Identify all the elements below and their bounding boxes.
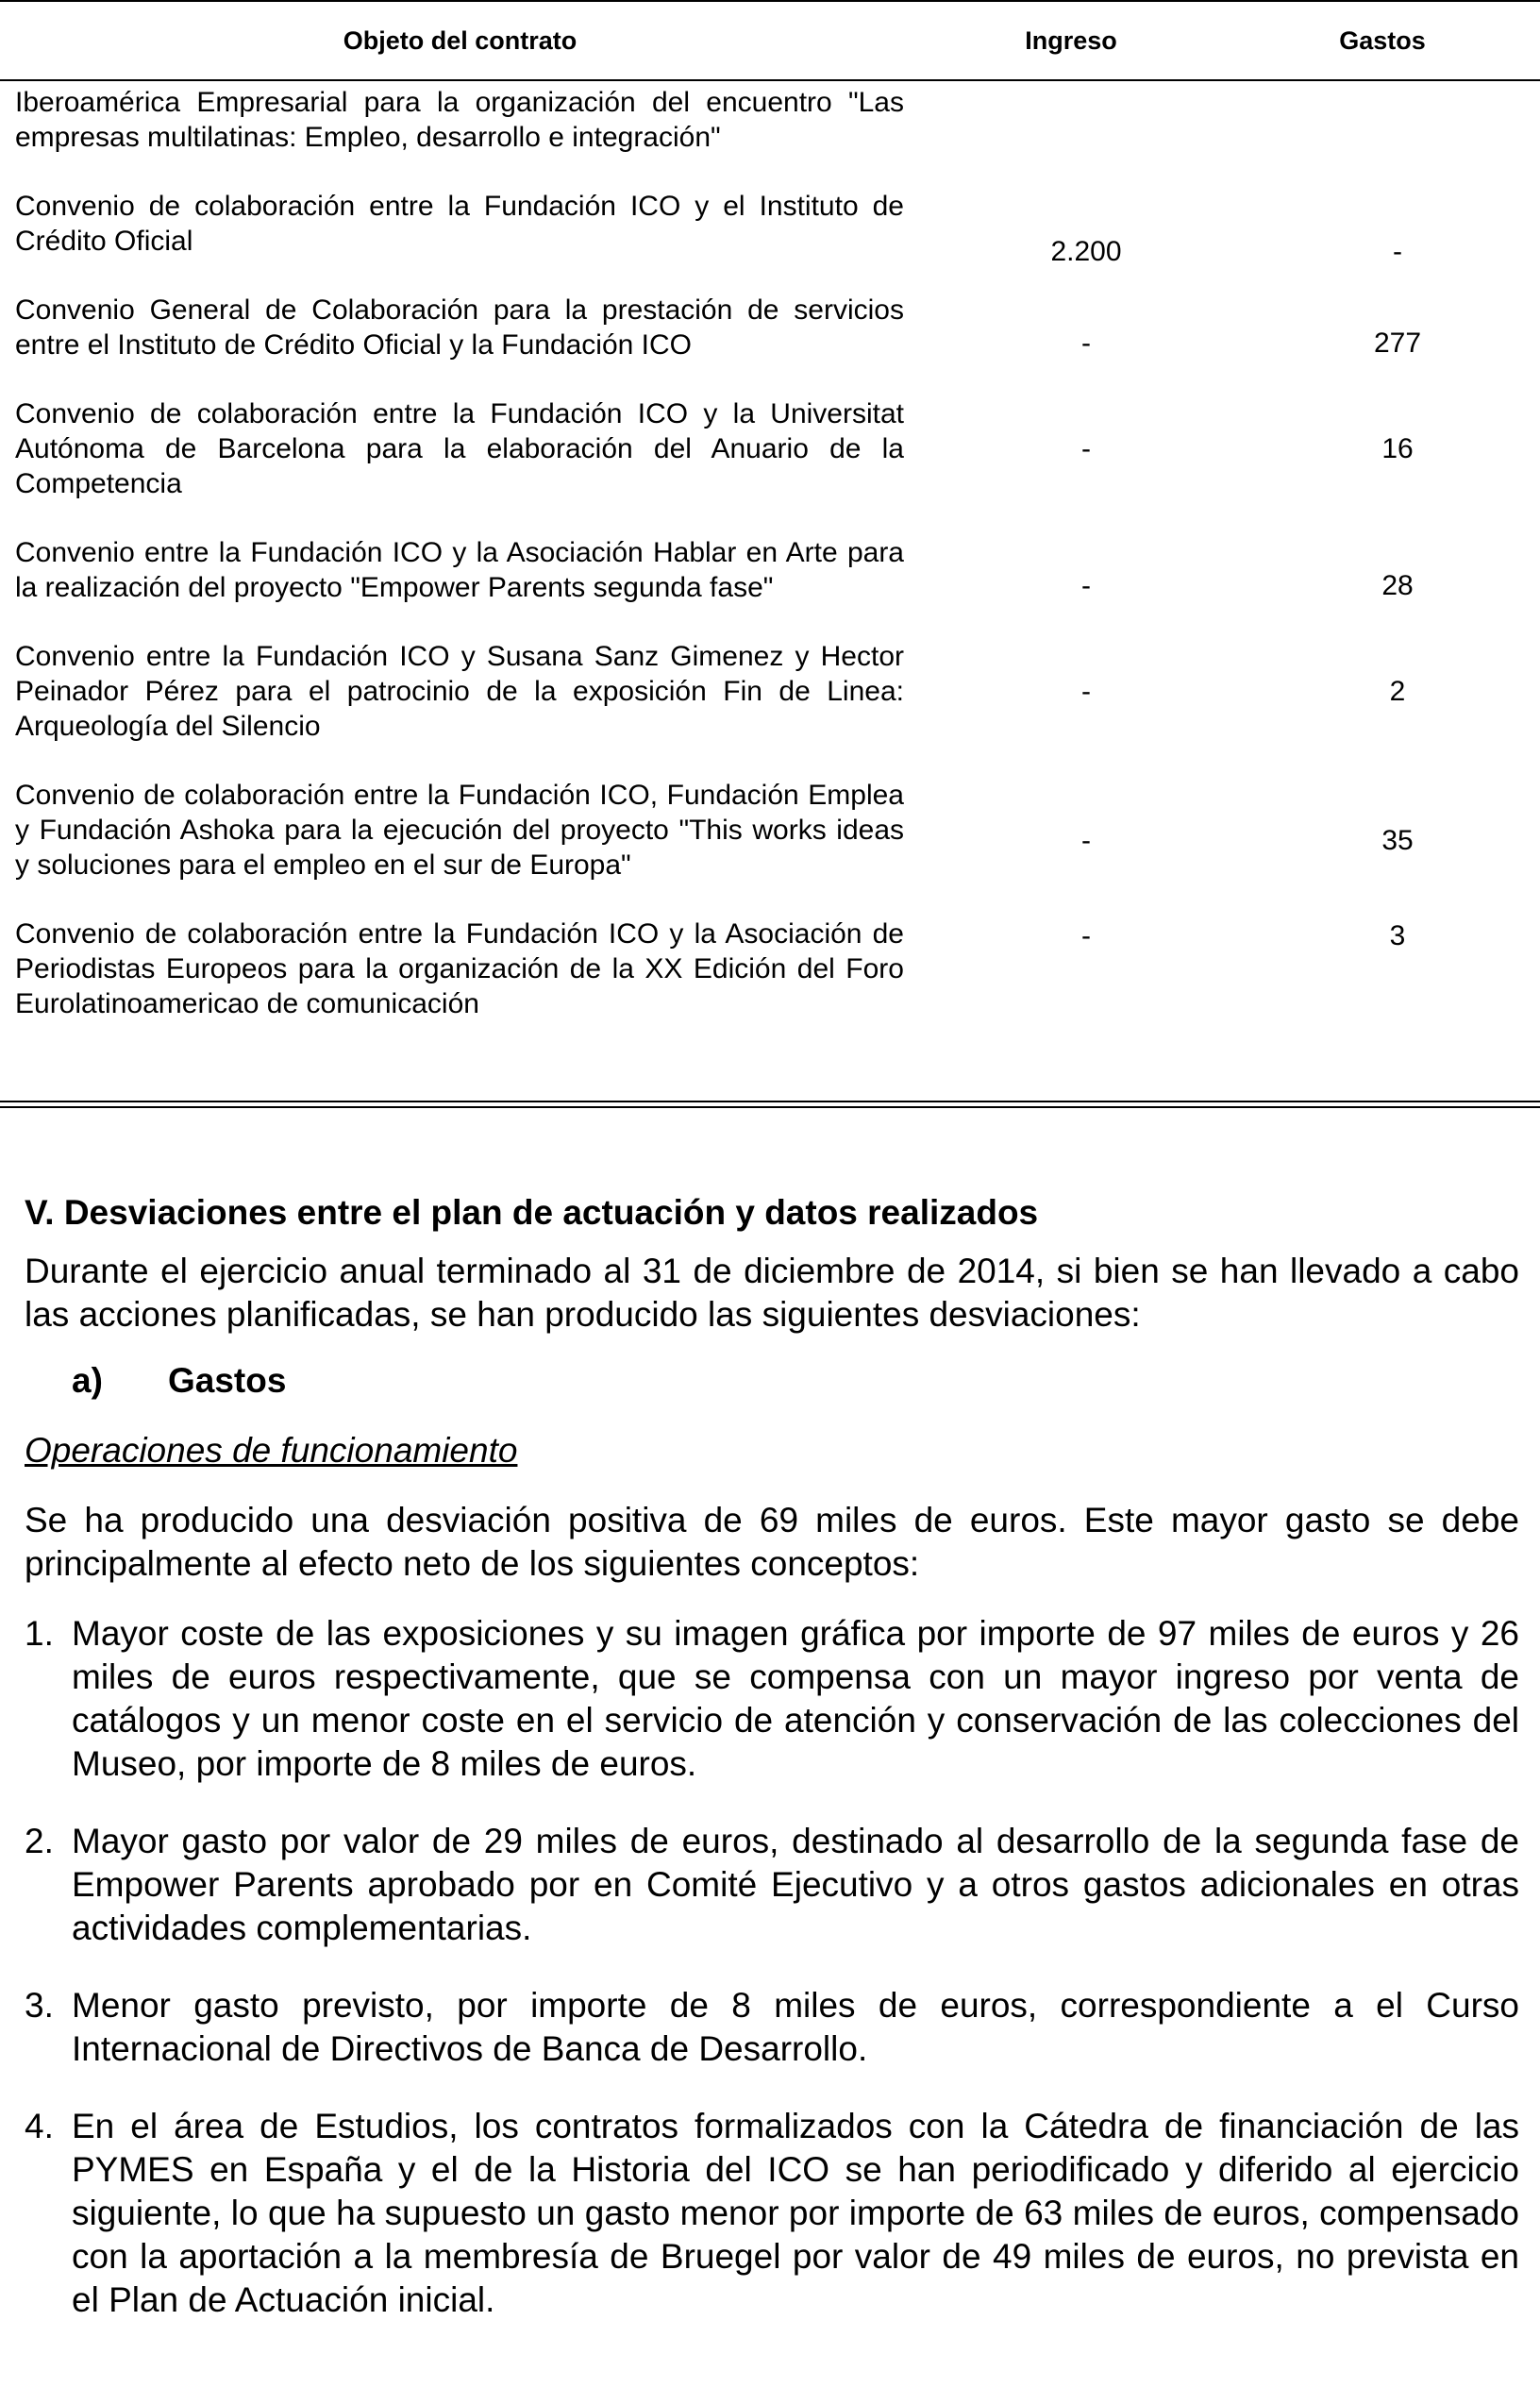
- table-row: [15, 778, 1525, 883]
- column-header-expense: Gastos: [1339, 26, 1426, 55]
- list-item: [25, 1820, 1519, 1950]
- row-description: Convenio entre la Fundación ICO y Susana Sanz Gimenez y Hector Peinador Pérez para el patrocinio de la exposición Fin de Linea: Arqueología del Silencio: [15, 641, 904, 742]
- table-row: [15, 189, 1525, 267]
- table-bottom-rule-double: [0, 1106, 1540, 1108]
- row-income: -: [1081, 825, 1091, 856]
- row-description: Iberoamérica Empresarial para la organización del encuentro "Las empresas multilatinas: Empleo, desarrollo e integración": [15, 87, 904, 153]
- section-intro: Durante el ejercicio anual terminado al 31 de diciembre de 2014, si bien se han llevado a cabo las acciones planificadas, se han producido las siguientes desviaciones:: [25, 1252, 1519, 1334]
- row-expense: -: [1393, 236, 1402, 267]
- subheading: Operaciones de funcionamiento: [25, 1431, 518, 1470]
- table-row: [15, 396, 1525, 501]
- row-description: Convenio General de Colaboración para la prestación de servicios entre el Instituto de Crédito Oficial y la Fundación ICO: [15, 294, 904, 361]
- section-title: V. Desviaciones entre el plan de actuación y datos realizados: [25, 1193, 1039, 1232]
- list-item: [25, 1984, 1519, 2071]
- row-income: -: [1081, 675, 1091, 707]
- row-income: 2.200: [1050, 236, 1122, 267]
- row-expense: 28: [1381, 570, 1414, 601]
- row-description: Convenio entre la Fundación ICO y la Asociación Hablar en Arte para la realización del proyecto "Empower Parents segunda fase": [15, 537, 904, 603]
- row-income: -: [1081, 328, 1091, 359]
- row-expense: 35: [1381, 825, 1414, 856]
- table-row: [15, 293, 1525, 362]
- table-row: [15, 639, 1525, 744]
- row-income: -: [1081, 570, 1091, 601]
- list-item-number: 1.: [25, 1614, 54, 1653]
- row-expense: 277: [1373, 328, 1422, 359]
- list-item-number: 4.: [25, 2107, 54, 2145]
- contracts-table-body: [15, 85, 1525, 1055]
- list-item: [25, 1612, 1519, 1786]
- list-item: [25, 2105, 1519, 2322]
- column-header-object: Objeto del contrato: [343, 26, 578, 55]
- row-expense: 3: [1389, 920, 1406, 951]
- row-description: Convenio de colaboración entre la Fundación ICO, Fundación Emplea y Fundación Ashoka para la ejecución del proyecto "This works ideas y soluciones para el empleo en el sur de Europa": [15, 780, 904, 881]
- list-item-text: Menor gasto previsto, por importe de 8 miles de euros, correspondiente a el Curso Internacional de Directivos de Banca de Desarrollo.: [72, 1986, 1519, 2068]
- list-item-text: En el área de Estudios, los contratos formalizados con la Cátedra de financiación de las PYMES en España y el de la Historia del ICO se han periodificado y diferido al ejercicio siguiente, lo que ha supuesto un gasto menor por importe de 63 miles de euros, compensado con la aportación a la membresía de Bruegel por valor de 49 miles de euros, no prevista en el Plan de Actuación inicial.: [72, 2107, 1519, 2319]
- row-expense: 2: [1389, 675, 1406, 707]
- deviations-section: [25, 1191, 1519, 2356]
- subsection-heading: [72, 1359, 1519, 1403]
- row-description: Convenio de colaboración entre la Fundación ICO y la Universitat Autónoma de Barcelona para la elaboración del Anuario de la Competencia: [15, 398, 904, 499]
- table-row: [15, 85, 1525, 155]
- header-rule: [0, 79, 1540, 81]
- row-description: Convenio de colaboración entre la Fundación ICO y la Asociación de Periodistas Europeos para la organización de la XX Edición del Foro Eurolatinoamericao de comunicación: [15, 918, 904, 1019]
- body-paragraph: Se ha producido una desviación positiva de 69 miles de euros. Este mayor gasto se debe principalmente al efecto neto de los siguientes conceptos:: [25, 1501, 1519, 1583]
- table-header-row: [0, 26, 1540, 59]
- list-item-number: 2.: [25, 1822, 54, 1860]
- row-description: Convenio de colaboración entre la Fundación ICO y el Instituto de Crédito Oficial: [15, 191, 904, 257]
- list-item-text: Mayor coste de las exposiciones y su imagen gráfica por importe de 97 miles de euros y 26 miles de euros respectivamente, que se compensa con un mayor ingreso por venta de catálogos y un menor coste en el servicio de atención y conservación de las colecciones del Museo, por importe de 8 miles de euros.: [72, 1614, 1519, 1783]
- column-header-income: Ingreso: [1025, 26, 1117, 55]
- table-row: [15, 917, 1525, 1021]
- row-expense: 16: [1381, 432, 1414, 464]
- row-income: -: [1081, 432, 1091, 464]
- subsection-title: Gastos: [168, 1361, 287, 1400]
- list-item-number: 3.: [25, 1986, 54, 2025]
- table-bottom-rule: [0, 1101, 1540, 1102]
- table-row: [15, 535, 1525, 605]
- numbered-list: [25, 1612, 1519, 2322]
- table-top-rule: [0, 0, 1540, 2]
- subsection-letter: a): [72, 1361, 103, 1400]
- list-item-text: Mayor gasto por valor de 29 miles de euros, destinado al desarrollo de la segunda fase de Empower Parents aprobado por en Comité Ejecutivo y a otros gastos adicionales en otras actividades complementarias.: [72, 1822, 1519, 1947]
- row-income: -: [1081, 920, 1091, 951]
